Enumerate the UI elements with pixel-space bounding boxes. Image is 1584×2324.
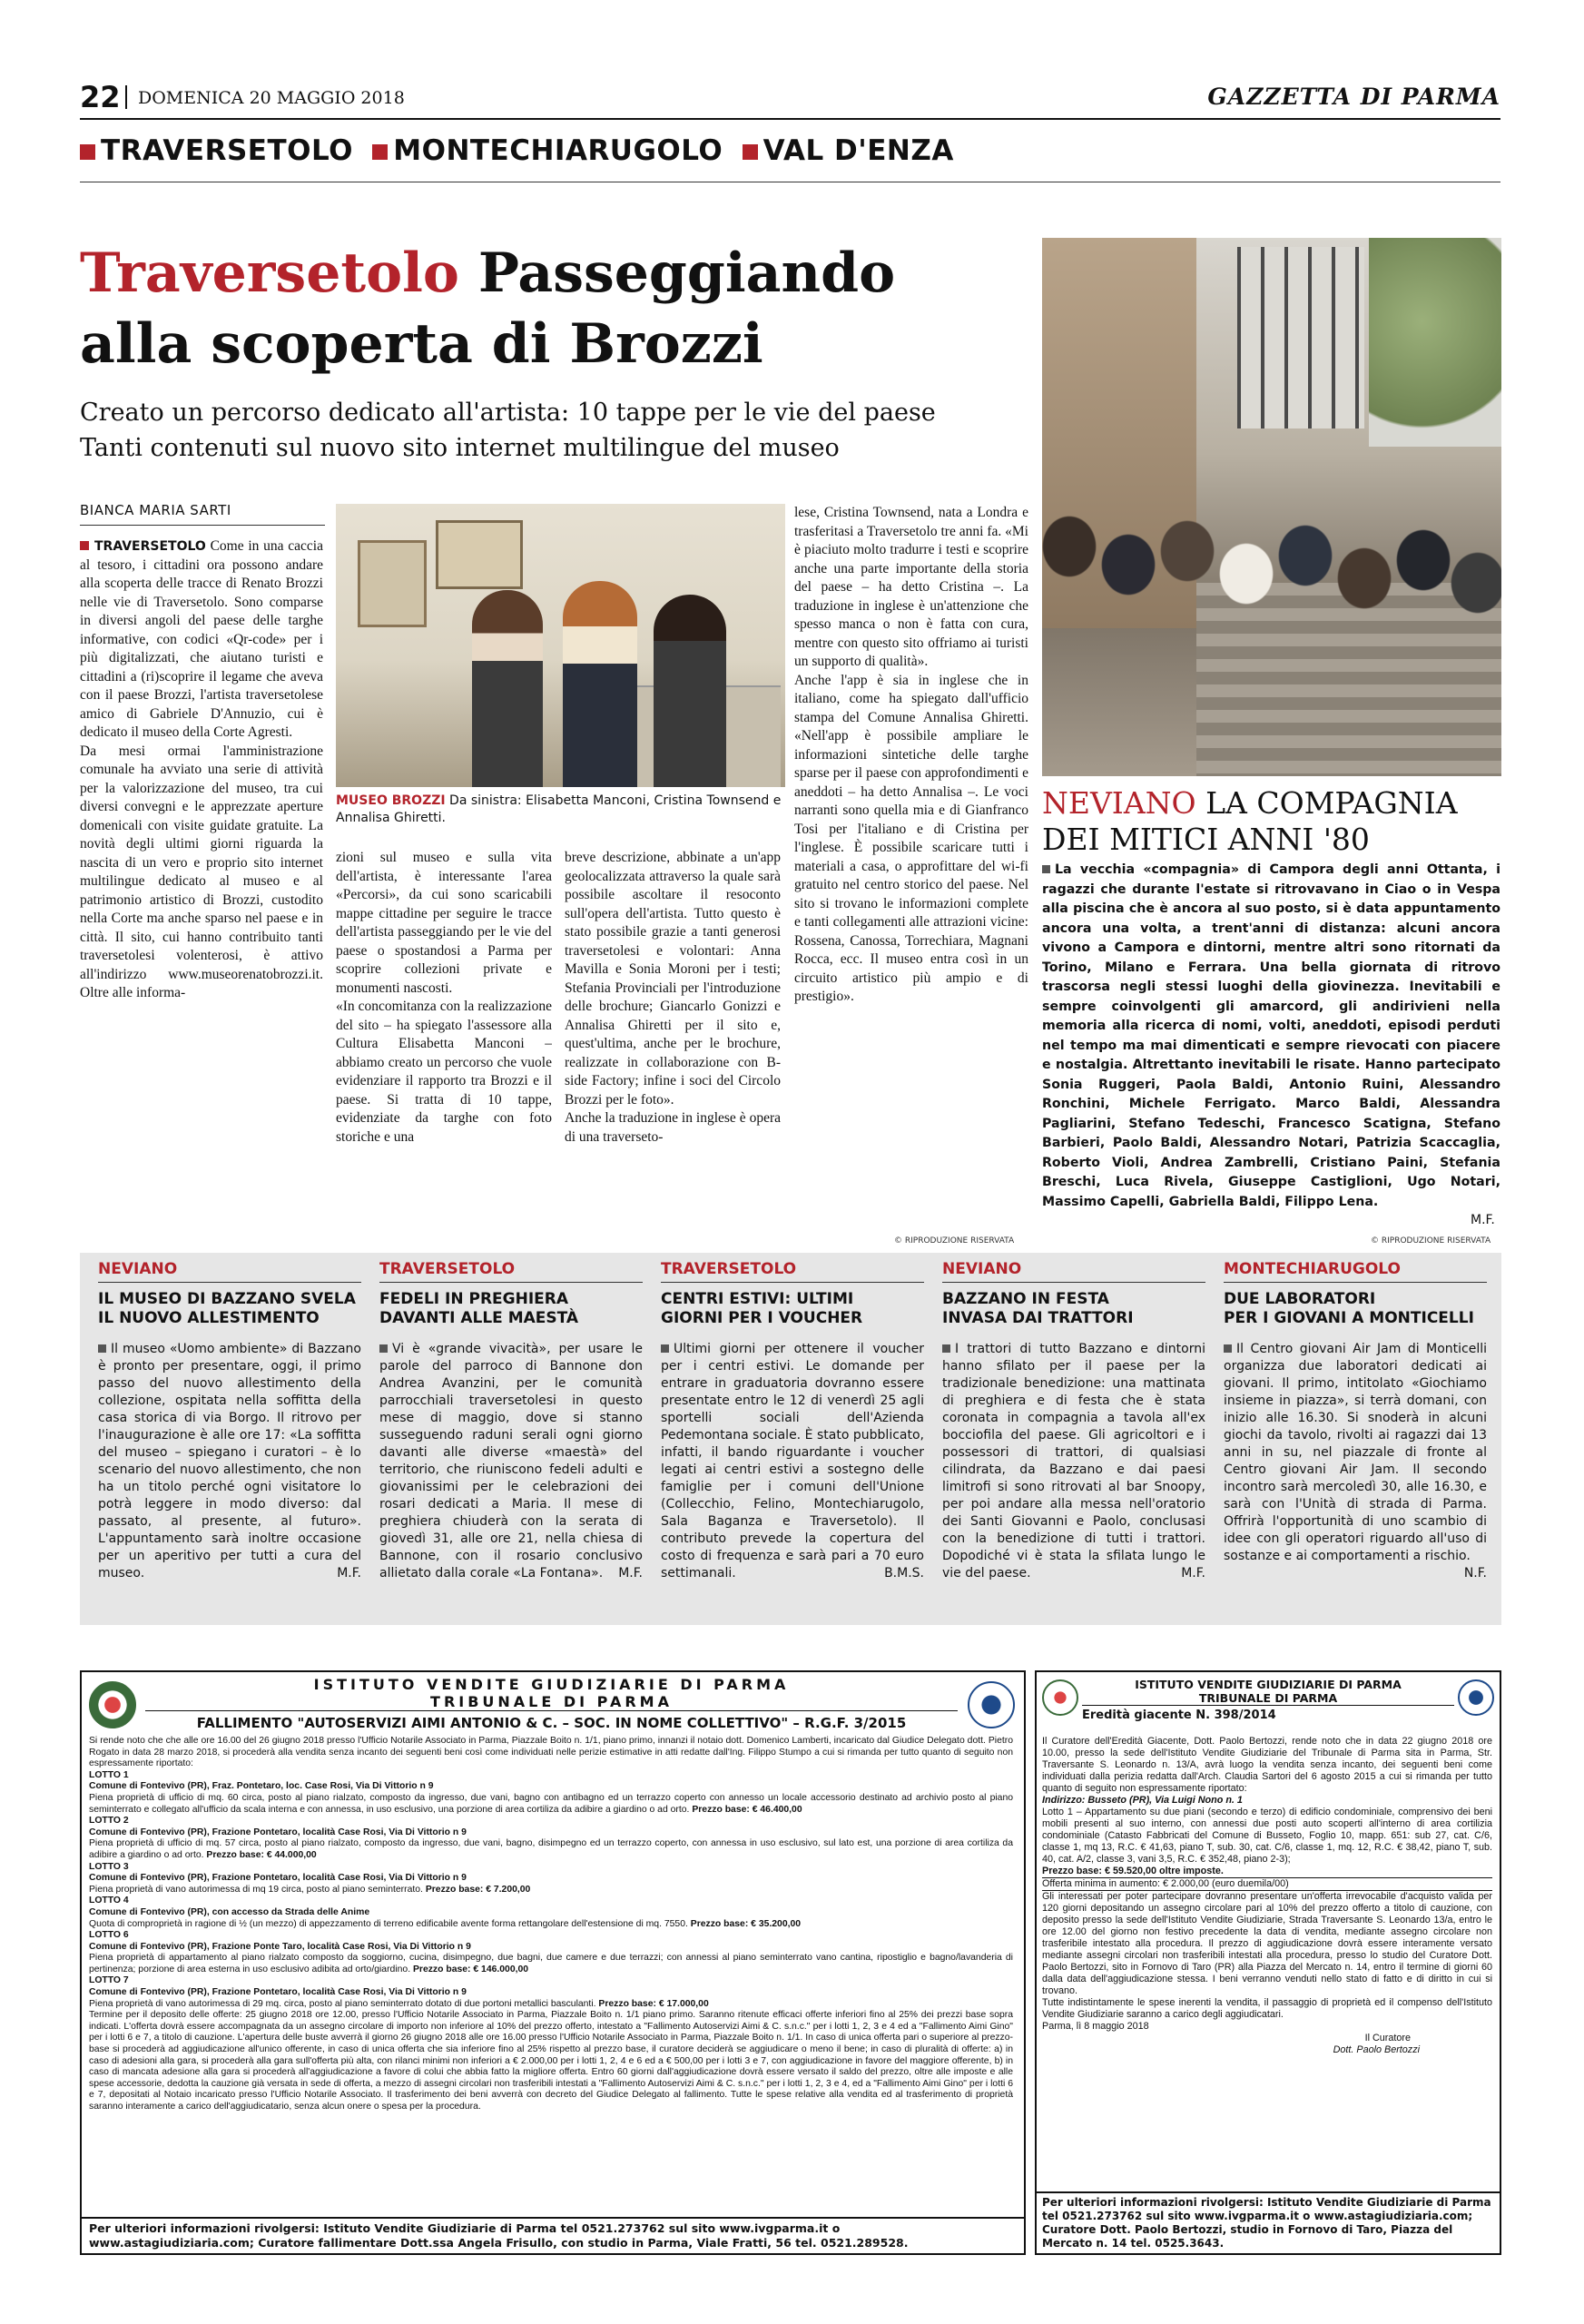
side-title-line2: DEI MITICI ANNI '80 <box>1042 822 1370 857</box>
brief-sign: M.F. <box>337 1566 361 1581</box>
photo-crowd <box>1042 510 1501 692</box>
byline-rule <box>80 525 325 526</box>
person-silhouette <box>472 590 543 787</box>
side-copyright: © RIPRODUZIONE RISERVATA <box>1371 1236 1491 1246</box>
ad-right-date: Parma, lì 8 maggio 2018 <box>1042 2021 1149 2032</box>
lot-location: Comune di Fontevivo (PR), Frazione Pontetaro, località Case Rosi, Via Di Vittorio n 9 <box>89 1827 467 1837</box>
brief-body <box>1224 1341 1487 1581</box>
brief-sign: M.F. <box>618 1566 643 1581</box>
person-silhouette <box>654 595 726 787</box>
brief-body-text: Il Centro giovani Air Jam di Monticelli organizza due laboratori dedicati ai giovani. Il primo, intitolato «Giochiamo insieme in piazza», si terrà domani, con inizio alle 16.30. Si snoderà in alcuni giochi da tavolo, rivolti ai ragazzi dai 13 anni in su, nel piazzale di fronte al Centro giovani Air Jam. Il secondo incontro sarà mercoledì 30, alle 16.30, e sarà con l'Unità di strada di Parma. Offrirà l'opportunità di uno scambio di idee con gli operatori riguardo all'uso di sostanze e ai comportamenti a rischio. <box>1224 1342 1487 1563</box>
lead-marker-icon <box>80 541 89 550</box>
ad-lot <box>89 1896 1013 1930</box>
brief-rule <box>661 1282 924 1283</box>
ivg-logo-icon <box>1458 1679 1494 1716</box>
side-body-text: La vecchia «compagnia» di Campora degli anni Ottanta, i ragazzi che durante l'estate si ritrovavano in Ciao o in Vespa alla piscina che è ancora al suo posto, si è data appuntamento ancora una volta, a trent'anni di distanza: alcuni ancora vivono a Campora e dintorni, mentre altri sono ritornati da Torino, Milano e Ferrara. Una bella giornata di ritrovo trascorsa negli stessi luoghi della giovinezza. Inevitabili e sempre coinvolgenti gli amarcord, gli andirivieni nella memoria alla ricerca di nomi, volti, aneddoti, episodi perduti nel tempo ma mai dimenticati e sempre rievocati con piacere e nostalgia. Altrettanto inevitabili le risate. Hanno partecipato Sonia Ruggeri, Paola Baldi, Antonio Ruini, Alessandro Ronchini, Michele Ferrigato. Marco Baldi, Alessandra Pagliarini, Stefano Tedeschi, Francesco Scatigna, Stefano Barbieri, Paolo Baldi, Alessandro Notari, Patrizia Scaccaglia, Roberto Violi, Andrea Zambrelli, Cristiano Paini, Stefania Breschi, Luca Rivela, Giuseppe Castiglioni, Ugo Notari, Massimo Capelli, Gabriella Baldi, Filippo Lena. <box>1042 862 1500 1209</box>
brief-sign: N.F. <box>1463 1566 1487 1581</box>
brief-title-line2: IL NUOVO ALLESTIMENTO <box>98 1309 320 1327</box>
photo-window <box>1237 247 1364 428</box>
article-col-3 <box>565 849 781 1248</box>
header-rule <box>80 118 1500 120</box>
lot-price: Prezzo base: € 7.200,00 <box>425 1884 531 1895</box>
article-title <box>80 238 1033 379</box>
brief-marker-icon <box>98 1344 106 1353</box>
subtitle-line1: Creato un percorso dedicato all'artista: 10 tappe per le vie del paese <box>80 399 936 427</box>
legal-ad-fallimento <box>80 1670 1026 2255</box>
lot-price: Prezzo base: € 44.000,00 <box>206 1849 317 1860</box>
group-photo <box>1042 238 1501 776</box>
ad-lot <box>89 1816 1013 1861</box>
title-line1: Passeggiando <box>477 241 896 305</box>
col4-paragraph-2: Anche l'app è sia in inglese che in italiano, come ha spiegato dall'ufficio stampa del Comune Annalisa Ghiretti. «Nell'app è possibile ampliare le informazioni sintetiche delle targhe sparse per il paese con approfondimenti e aneddoti – ha detto Annalisa –. Le voci narranti sono quella mia e di Gianfranco Tosi per l'italiano e di Cristina per l'inglese. È possibile scaricare tutti i materiali a casa, o approfittare del wi-fi gratuito nel centro storico del paese. Nel sito si trovano le informazioni complete e tanti collegamenti alle attrazioni vicine: Rossena, Canossa, Torrechiara, Magnani Rocca, ecc. Il museo entra così in un circuito artistico più ampio e di prestigio». <box>794 672 1028 1004</box>
main-copyright: © RIPRODUZIONE RISERVATA <box>894 1236 1015 1246</box>
ad-header <box>145 1676 958 1731</box>
ad-intro: Si rende noto che che alle ore 16.00 del 26 giugno 2018 presso l'Ufficio Notarile Associato in Parma, Piazzale Boito n. 1/1, piano primo, innanzi il notaio dott. Domenico Lamberti, incaricato dal Giudice Delegato dott. Pietro Rogato in data 28 marzo 2018, si procederà alla vendita senza incanto dei seguenti beni così come individuati nelle perizie estimative in atti redatte dall'Ing. Filippo Stumpo a cui si rimanda per tutto quanto di seguito non espressamente riportato: <box>89 1736 1013 1769</box>
lot-number: LOTTO 2 <box>89 1816 129 1827</box>
section-montechiarugolo: MONTECHIARUGOLO <box>393 134 723 167</box>
ad-body <box>89 1736 1013 2113</box>
brief-sign: M.F. <box>1181 1566 1205 1581</box>
lot-location: Comune di Fontevivo (PR), Fraz. Pontetaro, loc. Case Rosi, Via Di Vittorio n 9 <box>89 1781 434 1792</box>
brief-traversetolo-voucher <box>661 1260 924 1582</box>
brief-rule <box>1224 1282 1487 1283</box>
emblem-icon <box>1042 1679 1078 1716</box>
section-marker-icon <box>80 144 95 160</box>
lot-number: LOTTO 1 <box>89 1769 129 1780</box>
col2-paragraph-2: «In concomitanza con la realizzazione del sito – ha spiegato l'assessore alla Cultura Elisabetta Manconi – abbiamo creato un percorso che vuole evidenziare il rapporto tra Brozzi e il paese. Si tratta di 10 tappe, evidenziate da targhe con foto storiche e una <box>336 999 552 1145</box>
brief-body <box>98 1341 361 1582</box>
brief-title-line2: GIORNI PER I VOUCHER <box>661 1309 863 1327</box>
side-sign: M.F. <box>1471 1213 1495 1227</box>
briefs-strip <box>80 1253 1501 1625</box>
brief-marker-icon <box>1224 1344 1232 1353</box>
article-col-1 <box>80 537 323 1246</box>
photo-caption <box>336 793 785 827</box>
section-bar <box>80 134 954 171</box>
brief-montechiarugolo-laboratori <box>1224 1260 1487 1582</box>
section-traversetolo: TRAVERSETOLO <box>101 134 353 167</box>
col2-paragraph-1: zioni sul museo e sulla vita dell'artista, è interessante l'area «Percorsi», da cui sono scaricabili mappe cittadine per seguire le tracce dell'artista passeggiando per le vie del paese o spostandosi a Parma per scoprire collezioni private e monumenti nascosti. <box>336 850 552 996</box>
title-line2: alla scoperta di Brozzi <box>80 312 763 376</box>
ad-right-p1: Il Curatore dell'Eredità Giacente, Dott. Paolo Bertozzi, rende noto che in data 22 giugno 2018 ore 10.00, presso la sede dell'Istituto Vendite Giudiziarie del Tribunale di Parma sita in Parma, Str. Traversante S. Leonardo n. 13/A, avrà luogo la vendita senza incanto, dei seguenti beni come individuati dalla perizia redatta dall'Arch. Claudia Sartori del 6 agosto 2015 a cui si rimanda per tutto quanto di seguito non espressamente riportato: <box>1042 1736 1492 1794</box>
lot-price: Prezzo base: € 146.000,00 <box>412 1964 529 1974</box>
lot-description: Piena proprietà di vano autorimessa di 29 mq. circa, posto al piano seminterrato dotato di due portoni metallici basculanti. <box>89 1998 596 2009</box>
article-col-2 <box>336 849 552 1248</box>
subtitle-line2: Tanti contenuti sul nuovo sito internet multilingue del museo <box>80 434 840 462</box>
lot-price: Prezzo base: € 35.200,00 <box>690 1918 802 1929</box>
brief-body <box>942 1341 1205 1582</box>
brief-rule <box>98 1282 361 1283</box>
brief-title <box>942 1290 1205 1328</box>
ad-right-body <box>1042 1736 1492 2056</box>
lot-description: Piena proprietà di ufficio di mq. 60 circa, posto al piano rialzato, composto da ingresso, due vani, bagno con antibagno ed un terrazzo coperto con annesso un locale accessorio destinato ad archivio posto al piano seminterrato e collegato all'ufficio da scala interna e con annessa, in uso esclusivo, una porzione di area cortiliza da adibire a giardino o ad orto. <box>89 1792 1013 1815</box>
photo-frame <box>358 540 427 627</box>
lot-number: LOTTO 7 <box>89 1975 129 1986</box>
section-marker-icon <box>743 144 758 160</box>
ad-lot <box>89 1770 1013 1816</box>
ad-lot <box>89 1862 1013 1896</box>
brief-title-line2: INVASA DAI TRATTORI <box>942 1309 1134 1327</box>
side-body <box>1042 861 1500 1212</box>
brief-kicker: NEVIANO <box>98 1260 178 1278</box>
header-divider <box>125 85 127 109</box>
brief-title-line1: CENTRI ESTIVI: ULTIMI <box>661 1290 854 1308</box>
side-kicker: NEVIANO <box>1042 785 1196 821</box>
ad-footer-line2: www.astagiudiziaria.com; Curatore fallimentare Dott.ssa Angela Frisullo, con studio in Parma, Viale Fratti, 56 tel. 0521.289528. <box>89 2236 909 2250</box>
brief-neviano-museo <box>98 1260 361 1582</box>
brief-kicker: TRAVERSETOLO <box>379 1260 516 1278</box>
ad-right-p3: Tutte indistintamente le spese inerenti la vendita, il passaggio di proprietà ed il compenso dell'Istituto Vendite Giudiziarie saranno a carico degli aggiudicatari. <box>1042 1997 1492 2020</box>
side-title <box>1042 785 1505 858</box>
brief-title-line2: DAVANTI ALLE MAESTÀ <box>379 1309 579 1327</box>
lot-price: Prezzo base: € 46.400,00 <box>692 1804 802 1815</box>
ad-lot <box>89 1930 1013 1975</box>
ad-head3: FALLIMENTO "AUTOSERVIZI AIMI ANTONIO & C. – SOC. IN NOME COLLETTIVO" – R.G.F. 3/2015 <box>196 1715 907 1731</box>
ad-right-sig2: Dott. Paolo Bertozzi <box>1333 2044 1420 2055</box>
masthead: GAZZETTA DI PARMA <box>1207 84 1500 110</box>
brief-rule <box>379 1282 643 1283</box>
emblem-icon <box>89 1681 136 1728</box>
page-number: 22 <box>80 80 121 114</box>
title-kicker: Traversetolo <box>80 241 459 305</box>
ad-right-sig1: Il Curatore <box>1364 2033 1411 2043</box>
brief-neviano-trattori <box>942 1260 1205 1582</box>
brief-body-text: Ultimi giorni per ottenere il voucher per i centri estivi. Le domande per entrare in graduatoria dovranno essere presentate entro le 12 di venerdì 25 agli sportelli sociali dell'Azienda Pedemontana sociale. È stato pubblicato, infatti, il bando riguardante i voucher legati ai centri estivi a sostegno delle famiglie per i comuni dell'Unione (Collecchio, Felino, Montechiarugolo, Sala Baganza e Traversetolo). Il contributo prevede la copertura del costo di frequenza e sarà pari a 70 euro settimanali. <box>661 1342 924 1581</box>
col3-paragraph-1: breve descrizione, abbinate a un'app geolocalizzata attraverso la quale sarà possibile ascoltare il resoconto sull'opera dell'artista. Tutto questo è stato possibile grazie a tanti generosi traversetolesi e volontari: Anna Mavilla e Sonia Moroni per i testi; Stefania Provinciali per l'introduzione delle brochure; Giancarlo Gonizzi e Annalisa Ghiretti per il sito e, quest'ultima, anche per le brochure, realizzate in collaborazione con B-side Factory; infine i soci del Circolo Brozzi per le foto». <box>565 850 781 1108</box>
ad-lot <box>89 1975 1013 2010</box>
legal-ad-eredita <box>1035 1670 1501 2255</box>
section-valdenza: VAL D'ENZA <box>762 134 954 167</box>
ad-right-price: Prezzo base: € 59.520,00 oltre imposte. <box>1042 1866 1492 1878</box>
brief-kicker: NEVIANO <box>942 1260 1022 1278</box>
section-marker-icon <box>372 144 388 160</box>
ad-right-head2: TRIBUNALE DI PARMA <box>1082 1691 1454 1706</box>
brief-body <box>379 1341 643 1582</box>
ad-right-header <box>1082 1678 1454 1722</box>
brief-title <box>1224 1290 1487 1328</box>
ad-right-p2: Gli interessati per poter partecipare dovranno presentare un'offerta irrevocabile d'acquisto valida per 120 giorni depositando un assegno circolare pari al 10% del prezzo offerto a titolo di cauzione, con deposito presso la sede dell'Istituto Vendite Giudiziarie, Strada Traversante S. Leonardo 13/a, entro le ore 12.00 del giorno non festivo precedente la data di vendita, mediante assegno circolare non trasferibile intestato alla procedura. Il prezzo di aggiudicazione dovrà essere interamente versato mediante assegni circolari non trasferibili intestati alla procedura, presso lo studio del Curatore Dott. Paolo Bertozzi, sito in Fornovo di Taro (PR) alla Piazza del Mercato n. 14, entro il termine di giorni 60 dalla data dell'aggiudicazione stessa. I beni verranno venduti nello stato di fatto e di diritto in cui si trovano. <box>1042 1891 1492 1996</box>
brief-sign: B.M.S. <box>884 1566 924 1581</box>
ad-head1: ISTITUTO VENDITE GIUDIZIARIE DI PARMA <box>313 1676 790 1693</box>
brief-kicker: TRAVERSETOLO <box>661 1260 797 1278</box>
ad-head2: TRIBUNALE DI PARMA <box>145 1693 958 1711</box>
article-subtitle <box>80 395 1042 466</box>
brief-body-text: Il museo «Uomo ambiente» di Bazzano è pronto per presentare, oggi, il primo passo del nuovo allestimento della collezione, ospitata nella soffitta della casa storica di via Borgo. Il ritrovo per l'inaugurazione è alle ore 17: «La soffitta del museo – spiegano i curatori – è lo scenario del nuovo allestimento, che non ha un titolo perché ogni visitatore lo potrà leggere in modo diverso: dal passato, al presente, al futuro». L'appuntamento sarà inoltre occasione per un aperitivo per tutti a cura del museo. <box>98 1342 361 1581</box>
ivg-logo-icon <box>968 1681 1015 1728</box>
page-header <box>80 80 1500 116</box>
lot-location: Comune di Fontevivo (PR), Frazione Pontetaro, località Case Rosi, Via Di Vittorio n 9 <box>89 1987 467 1998</box>
article-col-4 <box>794 504 1028 1236</box>
page-date: DOMENICA 20 MAGGIO 2018 <box>138 88 405 108</box>
ad-right-address: Indirizzo: Busseto (PR), Via Luigi Nono n. 1 <box>1042 1795 1243 1806</box>
ad-right-footer: Per ulteriori informazioni rivolgersi: Istituto Vendite Giudiziarie di Parma tel 0521.273762 sul sito www.ivgparma.it o www.astagiudiziaria.com; Curatore Dott. Paolo Bertozzi, studio in Fornovo di Taro, Piazza del Mercato n. 14 tel. 0525.3643. <box>1037 2191 1500 2253</box>
ad-footer <box>82 2217 1024 2253</box>
brief-title <box>379 1290 643 1328</box>
brief-title <box>98 1290 361 1328</box>
brief-marker-icon <box>379 1344 388 1353</box>
lot-location: Comune di Fontevivo (PR), Frazione Pontetaro, località Case Rosi, Via Di Vittorio n 9 <box>89 1873 467 1884</box>
lot-description: Piena proprietà di ufficio di mq. 57 circa, posto al piano rialzato, composto da ingresso, due vani, bagno, disimpegno ed un terrazzo coperto, con annessa in uso esclusivo, sul lato est, una porzione di area cortiliza da adibire a giardino o ad orto. <box>89 1838 1013 1860</box>
brief-body-text: Vi è «grande vivacità», per usare le parole del parroco di Bannone don Andrea Avanzini, per le comunità parrocchiali traversetolesi in questo mese di maggio, dove si stanno susseguendo raduni serali ogni giorno davanti alle diverse «maestà» del territorio, che riuniscono fedeli adulti e giovanissimi per le celebrazioni dei rosari dedicati a Maria. Il mese di preghiera chiuderà con la serata di giovedì 31, alle ore 21, nella chiesa di Bannone, con il rosario conclusivo allietato dalla corale «La Fontana». <box>379 1342 643 1581</box>
col4-paragraph-1: lese, Cristina Townsend, nata a Londra e trasferitasi a Traversetolo tre anni fa. «Mi è piaciuto molto tradurre i testi e scoprire anche una parte importante della storia del paese – ha detto Cristina –. La traduzione in inglese è un'attenzione che spesso manca o non è fatta con cura, mentre con questo sito offriamo ai turisti un supporto di qualità». <box>794 505 1028 669</box>
brief-title-line1: BAZZANO IN FESTA <box>942 1290 1109 1308</box>
col1-paragraph-2: Da mesi ormai l'amministrazione comunale ha avviato una serie di attività per la valorizzazione del museo, tra cui diversi convegni e le apprezzate aperture domenicali con visite guidate gratuite. La novità degli ultimi giorni riguarda la nascita di un vero e proprio sito internet multilingue dedicato al museo e al patrimonio artistico di Brozzi, custodito nella Corte ma anche sparso nel paese e in città. Il sito, cui hanno contribuito tanti traversetolesi volenterosi, è attivo all'indirizzo www.museorenatobrozzi.it. Oltre alle informa- <box>80 743 323 1000</box>
lot-location: Comune di Fontevivo (PR), con accesso da Strada delle Anime <box>89 1906 370 1917</box>
brief-kicker: MONTECHIARUGOLO <box>1224 1260 1401 1278</box>
brief-body <box>661 1341 924 1582</box>
brief-title-line1: IL MUSEO DI BAZZANO SVELA <box>98 1290 356 1308</box>
brief-marker-icon <box>661 1344 669 1353</box>
lot-number: LOTTO 4 <box>89 1896 129 1906</box>
caption-text: Da sinistra: Elisabetta Manconi, Cristina Townsend e Annalisa Ghiretti. <box>336 793 782 825</box>
museum-photo <box>336 504 785 787</box>
brief-body-text: I trattori di tutto Bazzano e dintorni hanno sfilato per il paese per la tradizionale benedizione: una mattinata di preghiera e di festa che è stata coronata in compagnia a tavola all'ex bocciofila del paese. Gli agricoltori e i possessori di trattori, di qualsiasi cilindrata, da Bazzano e dai paesi limitrofi si sono ritrovati al bar Snoopy, per poi andare alla messa nell'oratorio dei Santi Giovanni e Paolo, conclusasi con la benedizione di tutti i trattori. Dopodiché vi è stata la sfilata lungo le vie del paese. <box>942 1342 1205 1581</box>
photo-trees <box>1369 238 1501 447</box>
brief-rule <box>942 1282 1205 1283</box>
brief-marker-icon <box>942 1344 950 1353</box>
brief-title <box>661 1290 924 1328</box>
brief-traversetolo-fedeli <box>379 1260 643 1582</box>
caption-kicker: MUSEO BROZZI <box>336 793 446 808</box>
ad-right-head1: ISTITUTO VENDITE GIUDIZIARIE DI PARMA <box>1135 1678 1402 1691</box>
lot-description: Piena proprietà di appartamento al piano rialzato composto da soggiorno, cucina, disimpegno, due bagni, due camere e due terrazzi; con annessi al piano seminterrato vano cantina, ripostiglio e bagno/lavanderia di pertinenza; porzione di area esterna in uso esclusivo adibita ad orto/giardino. <box>89 1953 1013 1974</box>
lead-text: Come in una caccia al tesoro, i cittadini ora possono andare alla scoperta delle tracce di Renato Brozzi nelle vie di Traversetolo. Sono comparse in diversi angoli del paese delle targhe informative, con codici «Qr-code» per i più digitalizzati, che aiutano turisti e cittadini a (ri)scoprire il legame che aveva con il paese Brozzi, l'artista traversetolese amico di Gabriele D'Annuzio, cui è dedicato il museo della Corte Agresti. <box>80 538 323 740</box>
byline: BIANCA MARIA SARTI <box>80 502 231 518</box>
ad-footer-line1: Per ulteriori informazioni rivolgersi: Istituto Vendite Giudiziarie di Parma tel 0521.273762 sul sito www.ivgparma.it o <box>89 2221 841 2235</box>
lot-description: Piena proprietà di vano autorimessa di mq 19 circa, posto al piano seminterrato. <box>89 1884 423 1895</box>
brief-title-line1: FEDELI IN PREGHIERA <box>379 1290 569 1308</box>
lot-number: LOTTO 3 <box>89 1861 129 1872</box>
person-silhouette <box>563 581 637 787</box>
brief-title-line1: DUE LABORATORI <box>1224 1290 1376 1308</box>
ad-right-head3: Eredità giacente N. 398/2014 <box>1082 1709 1276 1722</box>
ad-right-min-offer: Offerta minima in aumento: € 2.000,00 (euro duemila/00) <box>1042 1878 1492 1891</box>
photo-frame <box>436 520 523 589</box>
ad-right-lot: Lotto 1 – Appartamento su due piani (secondo e terzo) di edificio condominiale, comprensivo dei beni mobili presenti al suo interno, con annessi due posti auto scoperti all'interno di area cortilizia condominiale (Catasto Fabbricati del Comune di Busseto, Foglio 10, mapp. 651: sub 27, cat. C/6, classe 1, mq 13, R.C. € 41,63, piano T, sub. 30, cat. C/6, classe 1, mq. 12, R.C. € 38,42, piano T, sub. 40, cat. A/2, classe 3, vani 3,5, R.C. € 352,48, piano 2-3); <box>1042 1807 1492 1865</box>
side-title-line1: LA COMPAGNIA <box>1205 785 1458 821</box>
lot-price: Prezzo base: € 17.000,00 <box>598 1998 709 2009</box>
brief-title-line2: PER I GIOVANI A MONTICELLI <box>1224 1309 1474 1327</box>
side-marker-icon <box>1042 865 1050 873</box>
col3-paragraph-2: Anche la traduzione in inglese è opera di una traverseto- <box>565 1110 781 1145</box>
lead-kicker: TRAVERSETOLO <box>94 539 206 554</box>
lot-location: Comune di Fontevivo (PR), Frazione Ponte Taro, località Case Rosi, Via Di Vittorio n 9 <box>89 1941 471 1952</box>
lot-description: Quota di comproprietà in ragione di ½ (un mezzo) di appezzamento di terreno edificabile avente forma rettangolare dell'estensione di mq. 7550. <box>89 1918 688 1929</box>
ad-terms: Termine per il deposito delle offerte: 25 giugno 2018 ore 12.00, presso l'Ufficio Notarile Associato in Parma, Piazzale Boito n. 1/1 piano primo. Saranno ritenute efficaci offerte inferiori fino al 25% dei prezzi base sopra indicati. L'offerta dovrà essere accompagnata da un assegno circolare di importo non inferiore al 10% del prezzo offerto, intestato a "Fallimento Autoservizi Aimi & C. s.n.c." per i lotti 1, 2, 3 e 4 ed a "Fallimento Aimi Gino" per i lotti 6 e 7, a titolo di cauzione. L'apertura delle buste avverrà il giorno 26 giugno 2018 alle ore 16.00 presso l'Ufficio Notarile Associato in Parma, Piazzale Boito n. 1/1. In caso di unica offerta pari o superiore al prezzo-base si procederà ad aggiudicazione all'unico offerente, in caso di unica offerta che sia inferiore fino al 25% rispetto al prezzo base, il curatore deciderà se aggiudicare o meno il bene; in caso di pluralità di offerte: a) in caso di adesioni alla gara, si procederà alla gara sull'offerta più alta, con rilanci minimi non inferiori a € 2.000,00 per i lotti 1, 2, 4 e 6 ed a € 500,00 per i lotti 3 e 7, con aggiudicazione in favore del maggiore offerente, b) in caso di mancata adesione alla gara si procederà all'aggiudicazione a favore di colui che abbia fatto la migliore offerta. Entro 60 giorni dall'aggiudicazione dovrà essere versato il saldo del prezzo, oltre alle imposte e alle spese accessorie, dedotta la cauzione già versata in sede di offerta, a mezzo di assegni circolari non trasferibili intestati a "Fallimento Autoservizi Aimi & C. s.n.c." per i lotti 1, 2, 3 e 4, ed a "Fallimento Aimi Gino" per i lotti 6 e 7, depositati al Notaio incaricato presso l'Ufficio Notarile Associato. Il trasferimento dei beni avverrà con decreto del Giudice Delegato al fallimento. Tutte le spese relative alla vendita ed al trasferimento di proprietà saranno interamente a carico dell'aggiudicatario, senza alcun onere o spesa per la procedura. <box>89 2010 1013 2112</box>
lot-number: LOTTO 6 <box>89 1930 129 1941</box>
